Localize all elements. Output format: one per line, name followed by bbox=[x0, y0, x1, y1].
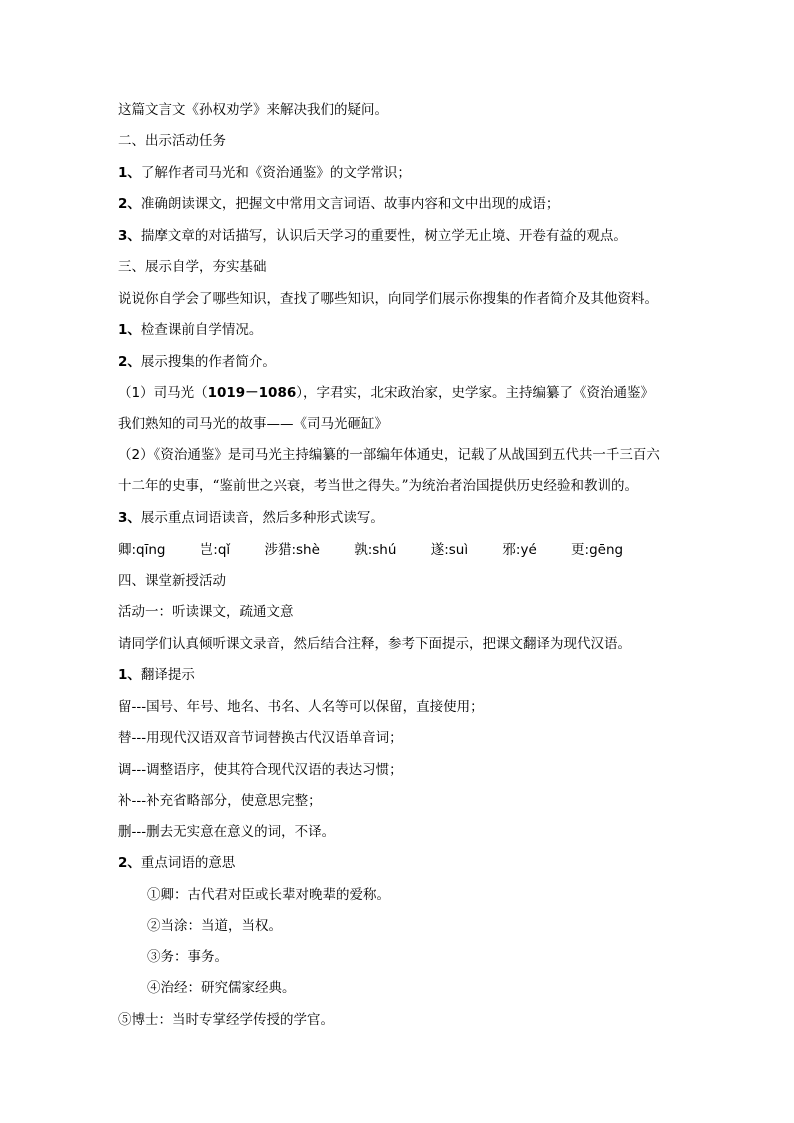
task-item-3: 3、揣摩文章的对话描写，认识后天学习的重要性，树立学无止境、开卷有益的观点。 bbox=[118, 228, 627, 244]
section-heading-2: 二、出示活动任务 bbox=[118, 133, 226, 149]
translate-tip-delete: 删---删去无实意在意义的词，不译。 bbox=[118, 824, 336, 840]
section-heading-4: 四、课堂新授活动 bbox=[118, 573, 226, 589]
translate-tip-supplement: 补---补充省略部分，使意思完整； bbox=[118, 793, 322, 809]
keyword-item: ③务：事务。 bbox=[147, 949, 228, 965]
keyword-item: ④治经：研究儒家经典。 bbox=[147, 980, 296, 996]
paragraph-selfstudy: 说说你自学会了哪些知识，查找了哪些知识，向同学们展示你搜集的作者简介及其他资料。 bbox=[118, 291, 658, 307]
pinyin-item: 岂:qǐ bbox=[199, 542, 231, 558]
selfstudy-item-2: 2、展示搜集的作者简介。 bbox=[118, 354, 276, 370]
translate-heading: 1、翻译提示 bbox=[118, 667, 195, 683]
pinyin-item: 遂:suì bbox=[430, 542, 469, 558]
author-story-line: 我们熟知的司马光的故事——《司马光砸缸》 bbox=[118, 416, 388, 432]
pinyin-item: 涉猎:shè bbox=[264, 542, 320, 558]
section-heading-3: 三、展示自学，夯实基础 bbox=[118, 259, 267, 275]
task-item-2: 2、准确朗读课文，把握文中常用文言词语、故事内容和文中出现的成语； bbox=[118, 196, 560, 212]
pinyin-item: 卿:qīng bbox=[118, 542, 166, 558]
book-intro-line-1: （2）《资治通鉴》是司马光主持编纂的一部编年体通史，记载了从战国到五代共一千三百六 bbox=[118, 447, 660, 463]
task-item-1: 1、了解作者司马光和《资治通鉴》的文学常识； bbox=[118, 165, 411, 181]
paragraph-listen: 请同学们认真倾听课文录音，然后结合注释，参考下面提示，把课文翻译为现代汉语。 bbox=[118, 636, 631, 652]
author-bio-line: （1）司马光（1019－1086），字君实，北宋政治家，史学家。主持编纂了《资治通鉴》 bbox=[118, 385, 654, 401]
activity-heading-1: 活动一：听读课文，疏通文意 bbox=[118, 604, 294, 620]
keyword-item: ②当涂：当道，当权。 bbox=[147, 918, 282, 934]
pinyin-row bbox=[118, 540, 623, 560]
keyword-item: ⑤博士：当时专掌经学传授的学官。 bbox=[118, 1012, 334, 1028]
keyword-item: ①卿：古代君对臣或长辈对晚辈的爱称。 bbox=[147, 887, 390, 903]
translate-tip-replace: 替---用现代汉语双音节词替换古代汉语单音词； bbox=[118, 730, 403, 746]
selfstudy-item-1: 1、检查课前自学情况。 bbox=[118, 322, 263, 338]
paragraph-intro: 这篇文言文《孙权劝学》来解决我们的疑问。 bbox=[118, 102, 388, 118]
pinyin-item: 孰:shú bbox=[354, 542, 397, 558]
keywords-heading: 2、重点词语的意思 bbox=[118, 855, 236, 871]
pinyin-item: 邪:yé bbox=[502, 542, 537, 558]
book-intro-line-2: 十二年的史事，“鉴前世之兴衰，考当世之得失。”为统治者治国提供历史经验和教训的。 bbox=[118, 478, 639, 494]
translate-tip-adjust: 调---调整语序，使其符合现代汉语的表达习惯； bbox=[118, 762, 403, 778]
pinyin-item: 更:gēng bbox=[571, 542, 624, 558]
selfstudy-item-3: 3、展示重点词语读音，然后多种形式读写。 bbox=[118, 510, 384, 526]
translate-tip-keep: 留---国号、年号、地名、书名、人名等可以保留，直接使用； bbox=[118, 699, 484, 715]
